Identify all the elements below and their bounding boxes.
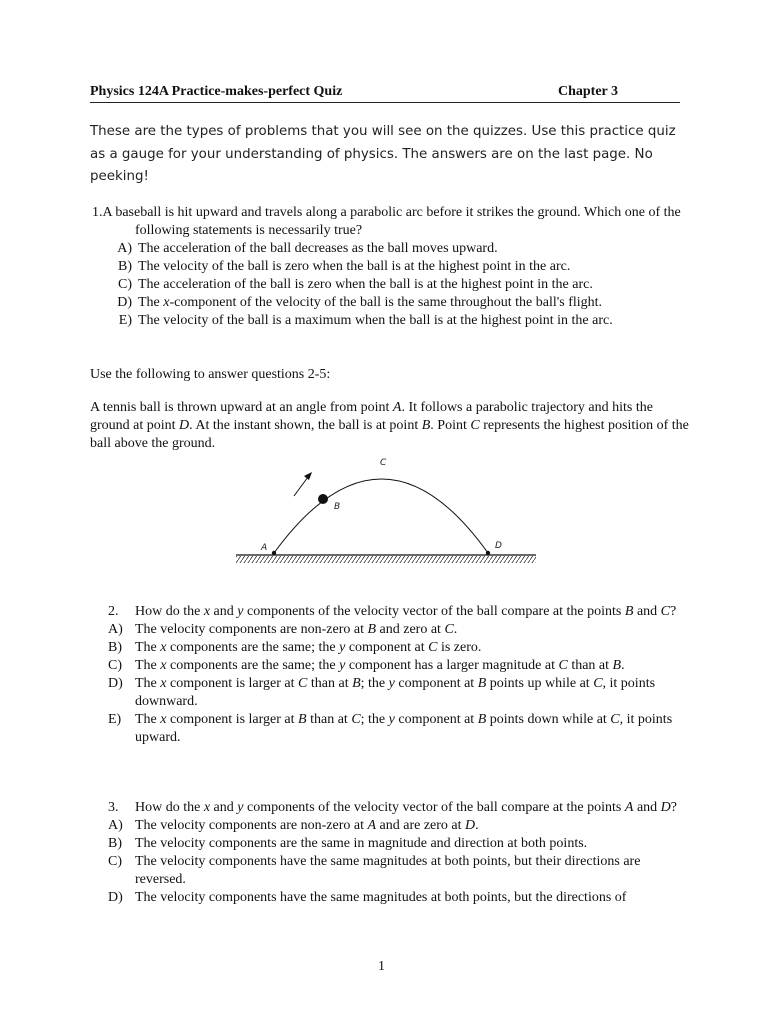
page-number: 1 — [378, 959, 385, 974]
option-b: B) The x components are the same; the y component at C is zero. — [108, 640, 482, 655]
velocity-arrow-head — [304, 472, 312, 480]
label-c: C — [380, 458, 387, 468]
question-2-stem: 2. How do the x and y components of the velocity vector of the ball compare at the points B and C? — [108, 604, 677, 619]
trajectory-arc — [274, 479, 488, 553]
option-e: E) The velocity of the ball is a maximum when the ball is at the highest point in the arc. — [118, 313, 613, 328]
question-3 — [108, 799, 688, 907]
point-a-dot — [272, 551, 276, 555]
page-header — [90, 84, 680, 102]
scenario-paragraph: A tennis ball is thrown upward at an angle from point A. It follows a parabolic trajectory and hits the ground at point D. At the instant shown, the ball is at point B. Point C represents the highest position of the ball above the ground. — [90, 400, 689, 451]
option-a: A) The velocity components are non-zero at A and are zero at D. — [108, 818, 479, 833]
use-following-text: Use the following to answer questions 2-5: — [90, 367, 331, 382]
option-b: B) The velocity components are the same in magnitude and direction at both points. — [108, 836, 588, 851]
option-a: A) The acceleration of the ball decreases as the ball moves upward. — [117, 241, 498, 256]
option-d: D) The x component is larger at C than at B; the y component at B points up while at C, it points downward. — [108, 676, 656, 709]
option-b: B) The velocity of the ball is zero when the ball is at the highest point in the arc. — [118, 259, 571, 274]
option-d: D) The velocity components have the same magnitudes at both points, but the directions of — [108, 890, 627, 905]
ground-hatch — [236, 556, 536, 563]
intro-text: These are the types of problems that you will see on the quizzes. Use this practice quiz as a gauge for your understanding of physics. The answers are on the last page. No peeking! — [90, 124, 676, 184]
header-title: Physics 124A Practice-makes-perfect Quiz — [90, 84, 343, 99]
label-a: A — [261, 543, 268, 553]
header-chapter: Chapter 3 — [558, 84, 619, 99]
header-rule — [90, 102, 680, 103]
option-a: A) The velocity components are non-zero at B and zero at C. — [108, 622, 458, 637]
question-2 — [108, 603, 688, 747]
option-c: C) The x components are the same; the y component has a larger magnitude at C than at B. — [108, 658, 625, 673]
point-d-dot — [486, 551, 490, 555]
question-3-stem: 3. How do the x and y components of the velocity vector of the ball compare at the points A and D? — [108, 800, 677, 815]
velocity-arrow-shaft — [294, 477, 308, 496]
label-b: B — [334, 502, 341, 512]
trajectory-figure — [230, 452, 540, 570]
question-1 — [92, 204, 692, 330]
option-d: D) The x-component of the velocity of the ball is the same throughout the ball's flight. — [117, 295, 603, 310]
option-c: C) The velocity components have the same magnitudes at both points, but their directions are reversed. — [108, 854, 641, 887]
ball — [318, 494, 328, 504]
option-c: C) The acceleration of the ball is zero when the ball is at the highest point in the arc. — [118, 277, 593, 292]
label-d: D — [495, 541, 502, 551]
option-e: E) The x component is larger at B than at C; the y component at B points down while at C, it points upward. — [108, 712, 673, 745]
question-1-stem: 1.A baseball is hit upward and travels along a parabolic arc before it strikes the ground. Which one of the following statements is necessarily true? — [92, 205, 681, 238]
